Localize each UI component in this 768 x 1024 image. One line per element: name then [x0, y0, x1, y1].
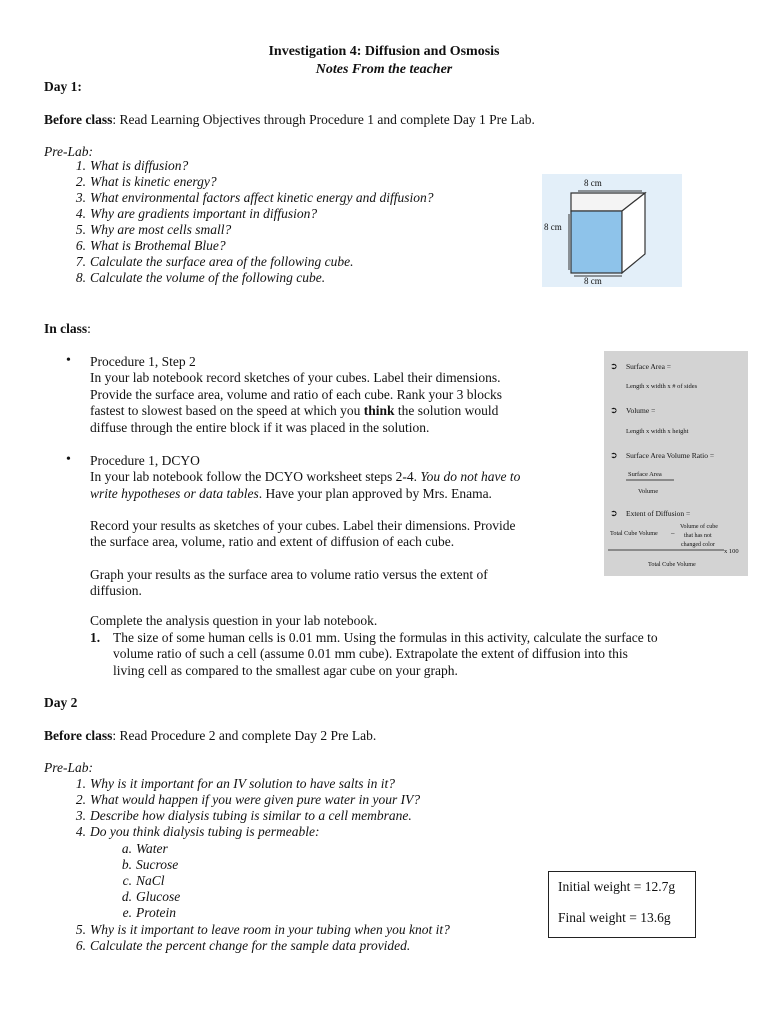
- day1-prelab-label: Pre-Lab:: [44, 144, 93, 159]
- extent-denominator: Total Cube Volume: [648, 561, 696, 568]
- list-item: 5. Why are most cells small?: [75, 222, 232, 237]
- cube-front-face: [571, 211, 622, 273]
- surface-area-label: Surface Area =: [626, 362, 672, 371]
- extent-times: x 100: [724, 548, 739, 555]
- surface-area-formula: Length x width x # of sides: [626, 383, 698, 390]
- in-class-heading: In class:: [44, 321, 91, 336]
- list-item: 7. Calculate the surface area of the following cube.: [75, 254, 354, 269]
- list-item: a. Water: [121, 841, 168, 856]
- volume-formula: Length x width x height: [626, 428, 689, 435]
- initial-weight: Initial weight = 12.7g: [558, 879, 676, 894]
- list-item: 4. Why are gradients important in diffusion?: [75, 206, 318, 221]
- list-item: 3. Describe how dialysis tubing is similar to a cell membrane.: [75, 808, 412, 823]
- final-weight: Final weight = 13.6g: [558, 910, 671, 925]
- list-item: 8. Calculate the volume of the following cube.: [75, 270, 326, 285]
- document-subtitle: Notes From the teacher: [315, 62, 453, 77]
- arrow-icon: ➲: [610, 450, 618, 460]
- sample-weight-box: [548, 871, 696, 938]
- procedure-step2: • Procedure 1, Step 2 In your lab notebook record sketches of your cubes. Label their dimensions. Provide the surface area, volume and ratio of each cube. Rank your 3 blocks fastest to slowest based on the speed at which you think the solution would diffuse through the entire block if it was placed in the solution.: [66, 353, 502, 435]
- list-item: d. Glucose: [121, 889, 181, 904]
- extent-unchanged-2: that has not: [684, 533, 712, 539]
- list-item: 2. What is kinetic energy?: [75, 174, 217, 189]
- document-title: Investigation 4: Diffusion and Osmosis: [268, 44, 500, 59]
- day2-before-class: Before class: Read Procedure 2 and complete Day 2 Pre Lab.: [44, 728, 377, 743]
- ratio-numerator: Surface Area: [628, 471, 662, 478]
- day1-before-class: [44, 112, 535, 128]
- arrow-icon: ➲: [610, 361, 618, 371]
- cube-bottom-label: 8 cm: [584, 276, 602, 286]
- arrow-icon: ➲: [610, 405, 618, 415]
- bullet-icon: •: [66, 452, 71, 467]
- permeability-sublist: [121, 841, 181, 921]
- list-item: 3. What environmental factors affect kinetic energy and diffusion?: [75, 190, 434, 205]
- before-class-label: Before class: [44, 112, 113, 127]
- list-item: 6. What is Brothemal Blue?: [75, 238, 226, 253]
- extent-minus: –: [671, 529, 675, 537]
- analysis-question: 1. The size of some human cells is 0.01 mm. Using the formulas in this activity, calculate the surface to volume ratio of such a cell (assume 0.01 mm cube). Extrapolate the extent of diffusion into this living cell as compared to the smallest agar cube on your graph.: [90, 630, 658, 678]
- cube-side-label: 8 cm: [544, 222, 562, 232]
- list-item: 1. What is diffusion?: [75, 158, 189, 173]
- day2-prelab-list-continued: [75, 922, 450, 954]
- volume-label: Volume =: [626, 406, 656, 415]
- arrow-icon: ➲: [610, 508, 618, 518]
- day2-prelab-list: [75, 776, 421, 840]
- cube-diagram: [542, 174, 682, 287]
- formula-panel: [604, 351, 748, 576]
- before-class-text: : Read Learning Objectives through Procedure 1 and complete Day 1 Pre Lab.: [112, 112, 535, 127]
- list-item: 2. What would happen if you were given pure water in your IV?: [75, 792, 421, 807]
- list-item: b. Sucrose: [121, 857, 179, 872]
- cube-top-label: 8 cm: [584, 178, 602, 188]
- list-item: 5. Why is it important to leave room in your tubing when you knot it?: [75, 922, 450, 937]
- extent-unchanged-3: changed color: [681, 542, 715, 548]
- list-item: 1. Why is it important for an IV solution to have salts in it?: [75, 776, 396, 791]
- bullet-icon: •: [66, 353, 71, 368]
- list-item: c. NaCl: [122, 873, 165, 888]
- extent-total-volume: Total Cube Volume: [610, 530, 658, 537]
- ratio-label: Surface Area Volume Ratio =: [626, 451, 715, 460]
- record-results: Record your results as sketches of your cubes. Label their dimensions. Provide the surface area, volume, ratio and extent of diffusion of each cube.: [90, 518, 516, 550]
- extent-unchanged-1: Volume of cube: [680, 524, 718, 530]
- extent-label: Extent of Diffusion =: [626, 509, 691, 518]
- day1-prelab-list: [75, 158, 434, 286]
- procedure-dcyo: • Procedure 1, DCYO In your lab notebook follow the DCYO worksheet steps 2-4. You do not have to write hypotheses or data tables. Have your plan approved by Mrs. Enama.: [66, 452, 521, 501]
- day1-heading: Day 1:: [44, 79, 82, 94]
- graph-results: Graph your results as the surface area to volume ratio versus the extent of diffusion.: [90, 567, 488, 599]
- list-item: 6. Calculate the percent change for the sample data provided.: [75, 938, 411, 953]
- list-item: 4. Do you think dialysis tubing is permeable:: [75, 824, 320, 839]
- analysis-instruction: Complete the analysis question in your lab notebook.: [90, 613, 378, 628]
- ratio-denominator: Volume: [638, 488, 659, 495]
- day2-prelab-label: Pre-Lab:: [44, 760, 93, 775]
- list-item: e. Protein: [122, 905, 176, 920]
- day2-heading: Day 2: [44, 695, 78, 710]
